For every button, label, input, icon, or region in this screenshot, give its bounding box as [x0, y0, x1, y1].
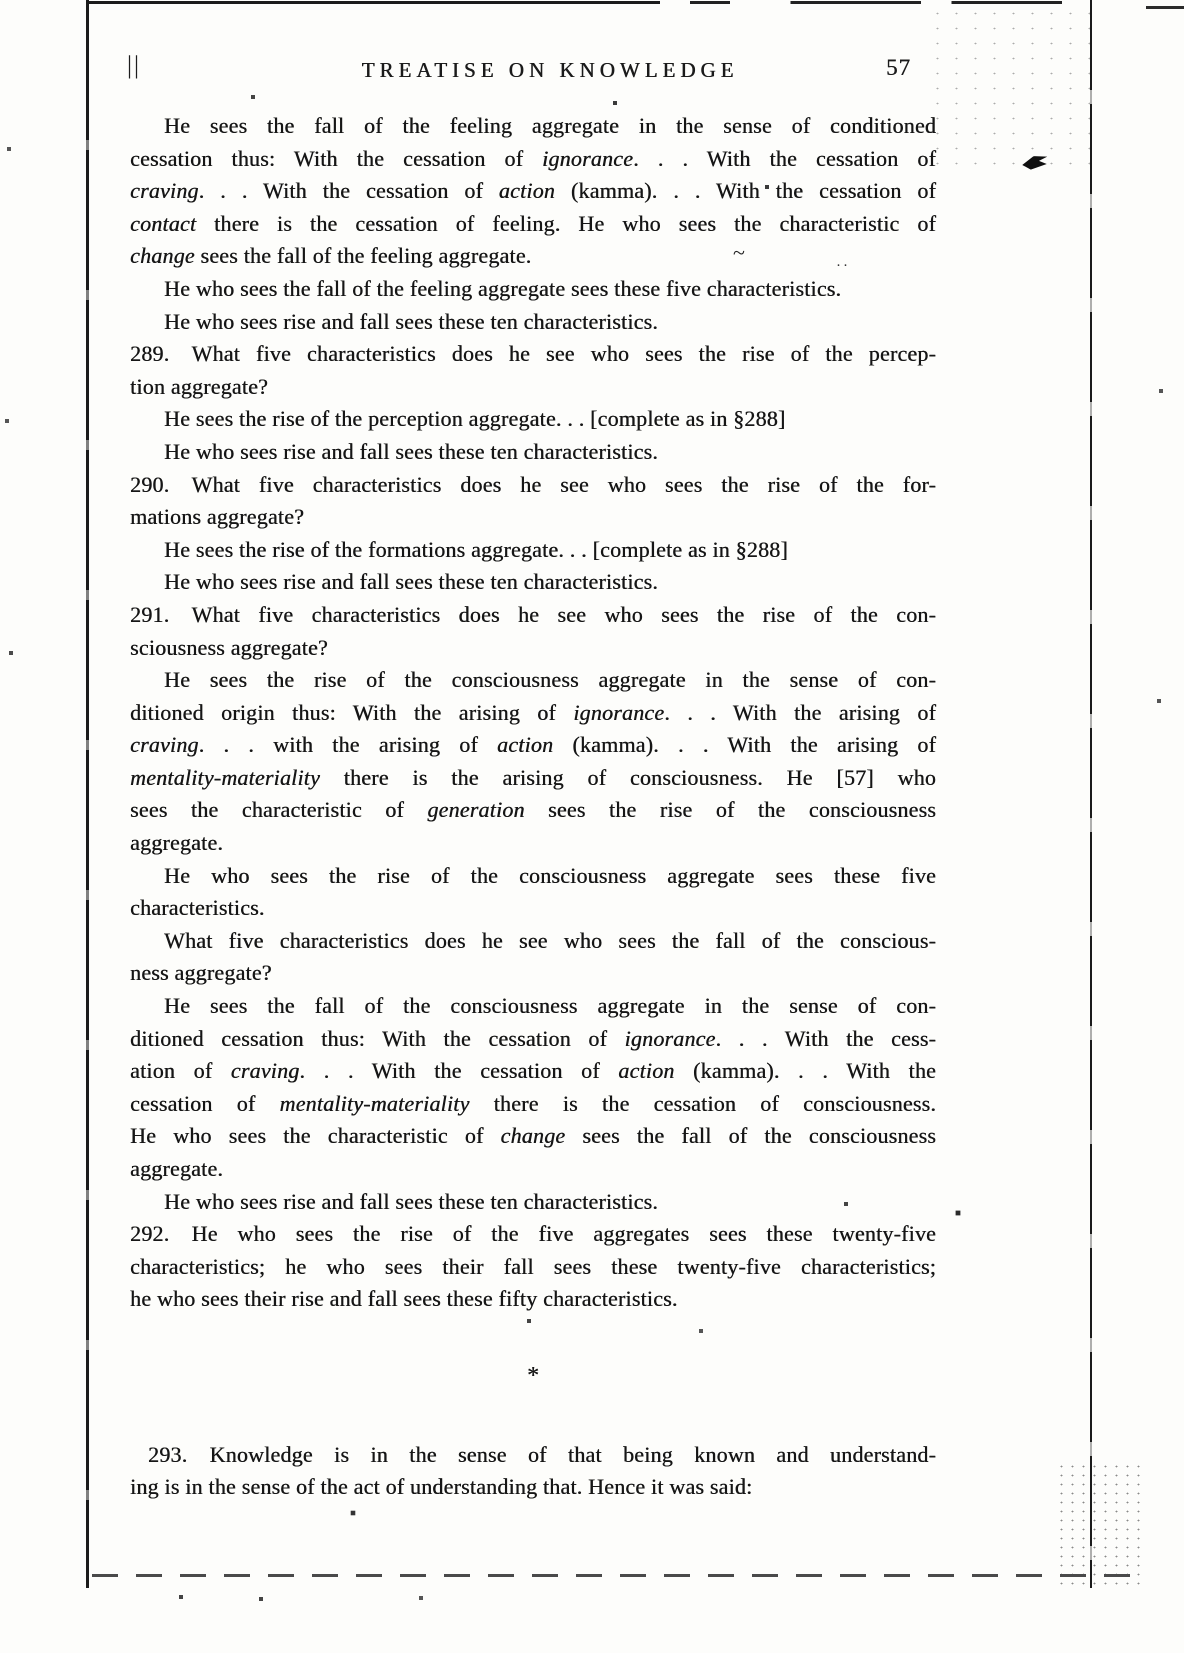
body-text — [130, 110, 936, 1504]
text-run: 293. Knowledge is in the sense of that being known and understand- — [148, 1441, 936, 1467]
text-line — [130, 306, 936, 339]
text-line — [130, 403, 936, 436]
text-run: cessation thus: With the cessation of — [130, 145, 543, 171]
page-edge-right — [1090, 0, 1092, 1588]
text-run: 292. He who sees the rise of the five aggregates sees these twenty-five — [130, 1221, 936, 1247]
stray-dots-mark: ·· — [836, 258, 850, 274]
italic-term: action — [498, 178, 555, 204]
text-line — [130, 794, 936, 827]
pen-tick-mark: ~ — [733, 240, 745, 265]
text-run: there is the cessation of consciousness. — [469, 1090, 936, 1116]
text-run: sees the characteristic of — [130, 797, 428, 823]
scan-speckle-dots — [0, 0, 2, 2]
text-line — [130, 1251, 936, 1284]
text-line — [130, 469, 936, 502]
scan-noise-top-right — [928, 6, 1090, 174]
italic-term: ignorance — [573, 699, 665, 725]
text-run: ness aggregate? — [130, 960, 272, 986]
text-run: . . . With the cessation of — [633, 145, 936, 171]
text-run: tion aggregate? — [130, 373, 268, 399]
text-line — [130, 1283, 936, 1316]
text-line — [130, 827, 936, 860]
text-line — [130, 990, 936, 1023]
text-run: ation of — [130, 1058, 231, 1084]
text-line — [130, 501, 936, 534]
text-run: He sees the rise of the formations aggregate. . . [complete as in §288] — [164, 536, 788, 562]
text-run: He sees the rise of the perception aggregate. . . [complete as in §288] — [164, 406, 786, 432]
text-line — [130, 1439, 936, 1472]
text-run: sees the fall of the feeling aggregate. — [194, 243, 532, 269]
text-run: He sees the fall of the consciousness aggregate in the sense of con- — [164, 993, 936, 1019]
text-line — [130, 338, 936, 371]
text-line — [130, 175, 936, 208]
text-line — [130, 110, 936, 143]
text-line — [130, 371, 936, 404]
text-line — [130, 632, 936, 665]
text-run: aggregate. — [130, 830, 223, 856]
page-edge-top-fragment — [1146, 6, 1184, 9]
italic-term: change — [130, 243, 195, 269]
text-run: . . . With the cessation of — [299, 1058, 619, 1084]
text-run: He who sees rise and fall sees these ten characteristics. — [164, 308, 658, 334]
text-run: He who sees rise and fall sees these ten characteristics. — [164, 569, 658, 595]
page-edge-top — [87, 1, 1092, 4]
text-run: sciousness aggregate? — [130, 634, 328, 660]
text-run: sees the fall of the consciousness — [565, 1123, 937, 1149]
italic-term: action — [497, 732, 554, 758]
italic-term: generation — [427, 797, 525, 823]
text-run: . . . With the cessation of — [198, 178, 499, 204]
text-run: (kamma). . . With the arising of — [553, 732, 936, 758]
text-line — [130, 436, 936, 469]
italic-term: craving — [130, 178, 199, 204]
text-run: there is the arising of consciousness. He [57] who — [319, 764, 936, 790]
text-line — [130, 762, 936, 795]
italic-term: mentality-materiality — [130, 764, 320, 790]
text-run: 291. What five characteristics does he see who sees the rise of the con- — [130, 601, 936, 627]
text-run: mations aggregate? — [130, 504, 305, 530]
text-run: He who sees rise and fall sees these ten characteristics. — [164, 1188, 658, 1214]
text-run: 290. What five characteristics does he see who sees the rise of the for- — [130, 471, 936, 497]
text-line — [130, 599, 936, 632]
text-run: He sees the rise of the consciousness aggregate in the sense of con- — [164, 667, 936, 693]
section-separator-asterisk: * — [527, 1362, 539, 1389]
text-run: He who sees the rise of the consciousness aggregate sees these five — [164, 862, 936, 888]
text-run: ditioned origin thus: With the arising of — [130, 699, 574, 725]
italic-term: change — [500, 1123, 566, 1149]
text-line — [130, 1186, 936, 1219]
text-run: ing is in the sense of the act of understanding that. Hence it was said: — [130, 1474, 753, 1500]
italic-term: contact — [130, 210, 197, 236]
text-run: He who sees the fall of the feeling aggregate sees these five characteristics. — [164, 275, 842, 301]
text-line — [130, 925, 936, 958]
text-run: He who sees the characteristic of — [130, 1123, 501, 1149]
text-run: He who sees rise and fall sees these ten characteristics. — [164, 438, 658, 464]
text-run: aggregate. — [130, 1156, 223, 1181]
text-line — [130, 860, 936, 893]
italic-term: mentality-materiality — [279, 1090, 470, 1116]
page-number: 57 — [886, 55, 911, 80]
running-title: TREATISE ON KNOWLEDGE — [361, 58, 739, 82]
text-line — [130, 729, 936, 762]
text-line — [130, 1471, 936, 1504]
margin-mark: || — [127, 52, 142, 79]
page-edge-bottom-dotted — [92, 1574, 1137, 1577]
italic-term: ignorance — [624, 1025, 716, 1051]
text-run: sees the rise of the consciousness — [524, 797, 936, 823]
italic-term: ignorance — [542, 145, 634, 171]
text-run: cessation of — [130, 1090, 280, 1116]
text-line — [130, 1023, 936, 1056]
text-run: (kamma). . . With the — [674, 1058, 936, 1084]
text-line — [130, 273, 936, 306]
italic-term: craving — [230, 1058, 300, 1084]
text-run: characteristics; he who sees their fall sees these twenty-five characteristics; — [130, 1253, 936, 1279]
text-line — [130, 664, 936, 697]
text-line — [130, 143, 936, 176]
text-line — [130, 1120, 936, 1153]
text-run: he who sees their rise and fall sees these fifty characteristics. — [130, 1286, 678, 1312]
text-run: 289. What five characteristics does he see who sees the rise of the percep- — [130, 341, 936, 367]
text-run: ditioned cessation thus: With the cessation of — [130, 1025, 625, 1051]
text-run: (kamma). . . With the cessation of — [555, 178, 936, 204]
italic-term: craving — [130, 732, 199, 758]
text-run: What five characteristics does he see who sees the fall of the conscious- — [164, 927, 936, 953]
page-edge-left — [86, 0, 89, 1588]
scan-noise-bottom-right — [1056, 1462, 1140, 1588]
text-line — [130, 566, 936, 599]
text-line — [130, 957, 936, 990]
text-line — [130, 1088, 936, 1121]
text-run: . . . With the arising of — [664, 699, 936, 725]
text-run: there is the cessation of feeling. He who sees the characteristic of — [196, 210, 936, 236]
text-line — [130, 1055, 936, 1088]
text-line — [130, 1153, 936, 1186]
text-line — [130, 697, 936, 730]
text-run: . . . with the arising of — [198, 732, 497, 758]
text-line — [130, 534, 936, 567]
text-line — [130, 892, 936, 925]
text-line — [130, 1218, 936, 1251]
italic-term: action — [618, 1058, 675, 1084]
text-line — [130, 240, 936, 273]
text-line — [130, 208, 936, 241]
text-run: He sees the fall of the feeling aggregate in the sense of conditioned — [164, 113, 936, 138]
text-run: characteristics. — [130, 895, 265, 921]
text-run: . . . With the cess- — [715, 1025, 936, 1051]
